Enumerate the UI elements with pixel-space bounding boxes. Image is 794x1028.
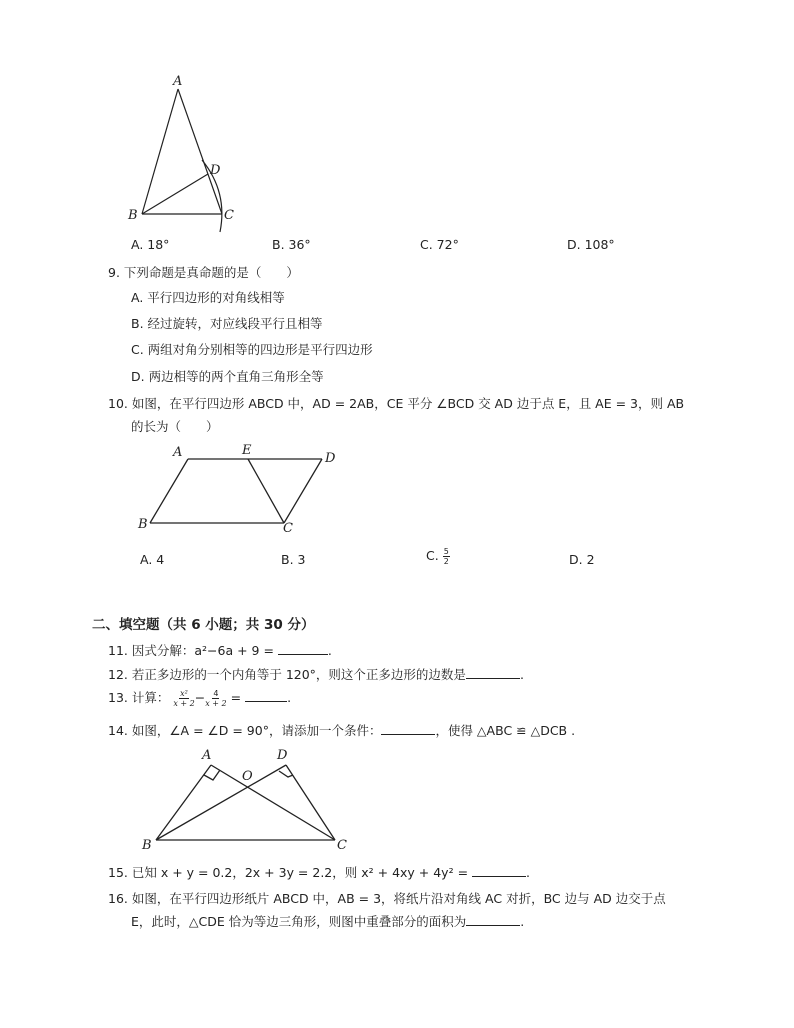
- answer-blank: [245, 700, 287, 702]
- q16-line2: [131, 912, 524, 930]
- q13-fraction-2: [205, 689, 226, 708]
- answer-blank: [381, 733, 435, 735]
- label-o: O: [242, 769, 253, 784]
- q15-text: 15. 已知 x + y = 0.2，2x + 3y = 2.2，则 x² + 4xy + 4y² =: [108, 865, 469, 880]
- fraction-denominator: 2: [443, 557, 449, 566]
- fraction-numerator: 4: [213, 689, 219, 698]
- q8-option-a: A. 18°: [131, 237, 170, 252]
- q8-option-b: B. 36°: [272, 237, 311, 252]
- label-d: D: [277, 748, 288, 763]
- label-d: D: [210, 163, 221, 178]
- q15-end: .: [526, 865, 531, 880]
- label-c: C: [337, 838, 347, 853]
- q11-end: .: [327, 643, 332, 658]
- q10-stem-line1: 10. 如图，在平行四边形 ABCD 中，AD = 2AB，CE 平分 ∠BCD 交 AD 边于点 E，且 AE = 3，则 AB: [108, 396, 685, 411]
- q10-option-c-prefix: C.: [426, 548, 439, 563]
- q9-option-b: B. 经过旋转，对应线段平行且相等: [131, 316, 323, 331]
- label-e: E: [242, 443, 252, 458]
- q10-option-d: D. 2: [569, 552, 595, 567]
- q14-text: 14. 如图，∠A = ∠D = 90°，请添加一个条件：: [108, 723, 382, 738]
- q16-text: E，此时，△CDE 恰为等边三角形，则图中重叠部分的面积为: [131, 914, 467, 929]
- q13-prefix: 13. 计算：: [108, 690, 170, 705]
- q10-option-c: [426, 547, 450, 566]
- section-2-title: 二、填空题（共 6 小题；共 30 分）: [92, 617, 315, 633]
- q12: [108, 665, 524, 683]
- q9-stem: 9. 下列命题是真命题的是（ ）: [108, 265, 299, 280]
- fraction-numerator: 5: [443, 547, 449, 556]
- label-c: C: [224, 208, 234, 223]
- q16-line1: 16. 如图，在平行四边形纸片 ABCD 中，AB = 3，将纸片沿对角线 AC 对折，BC 边与 AD 边交于点: [108, 891, 666, 906]
- label-b: B: [138, 517, 148, 532]
- answer-blank: [466, 924, 520, 926]
- segment-ac: [178, 89, 222, 214]
- q14: [108, 721, 575, 739]
- q10-option-a: A. 4: [140, 552, 165, 567]
- segment-ac: [211, 765, 335, 840]
- q9-option-a: A. 平行四边形的对角线相等: [131, 290, 285, 305]
- segment-cd: [284, 459, 322, 523]
- q13-end: .: [287, 690, 292, 705]
- label-a: A: [173, 445, 183, 460]
- label-a: A: [202, 748, 212, 763]
- parallelogram-figure-q10: [130, 440, 350, 535]
- q13-minus: −: [194, 690, 206, 705]
- fraction-denominator: x + 2: [205, 699, 227, 708]
- answer-blank: [466, 677, 520, 679]
- triangle-figure-q8: [120, 72, 240, 237]
- q16-end: .: [520, 914, 525, 929]
- q9-option-c: C. 两组对角分别相等的四边形是平行四边形: [131, 342, 373, 357]
- answer-blank: [278, 653, 328, 655]
- segment-dc: [286, 765, 335, 840]
- label-b: B: [128, 208, 138, 223]
- label-d: D: [325, 451, 336, 466]
- q9-option-d: D. 两边相等的两个直角三角形全等: [131, 369, 324, 384]
- q11-text: 11. 因式分解：a²−6a + 9 =: [108, 643, 274, 658]
- fraction-denominator: x + 2: [173, 699, 195, 708]
- segment-ab: [150, 459, 188, 523]
- q14-mid: ，使得 △ABC ≌ △DCB .: [435, 723, 576, 738]
- label-a: A: [173, 74, 183, 89]
- triangles-figure-q14: [138, 742, 358, 854]
- segment-ab: [156, 765, 211, 840]
- q8-option-c: C. 72°: [420, 237, 459, 252]
- answer-blank: [472, 875, 526, 877]
- q12-end: .: [519, 667, 524, 682]
- segment-ce: [248, 459, 284, 523]
- q13: [108, 688, 291, 708]
- q10-option-b: B. 3: [281, 552, 306, 567]
- q12-text: 12. 若正多边形的一个内角等于 120°，则这个正多边形的边数是: [108, 667, 466, 682]
- q13-fraction-1: [173, 689, 194, 708]
- q15: [108, 863, 530, 881]
- q10-option-c-fraction: [443, 547, 450, 566]
- q13-equals: =: [230, 690, 242, 705]
- q10-stem-line2: 的长为（ ）: [131, 419, 219, 434]
- fraction-numerator: x²: [180, 689, 188, 698]
- segment-db: [156, 765, 286, 840]
- label-c: C: [283, 521, 293, 535]
- q11: [108, 641, 332, 659]
- q8-option-d: D. 108°: [567, 237, 615, 252]
- label-b: B: [142, 838, 152, 853]
